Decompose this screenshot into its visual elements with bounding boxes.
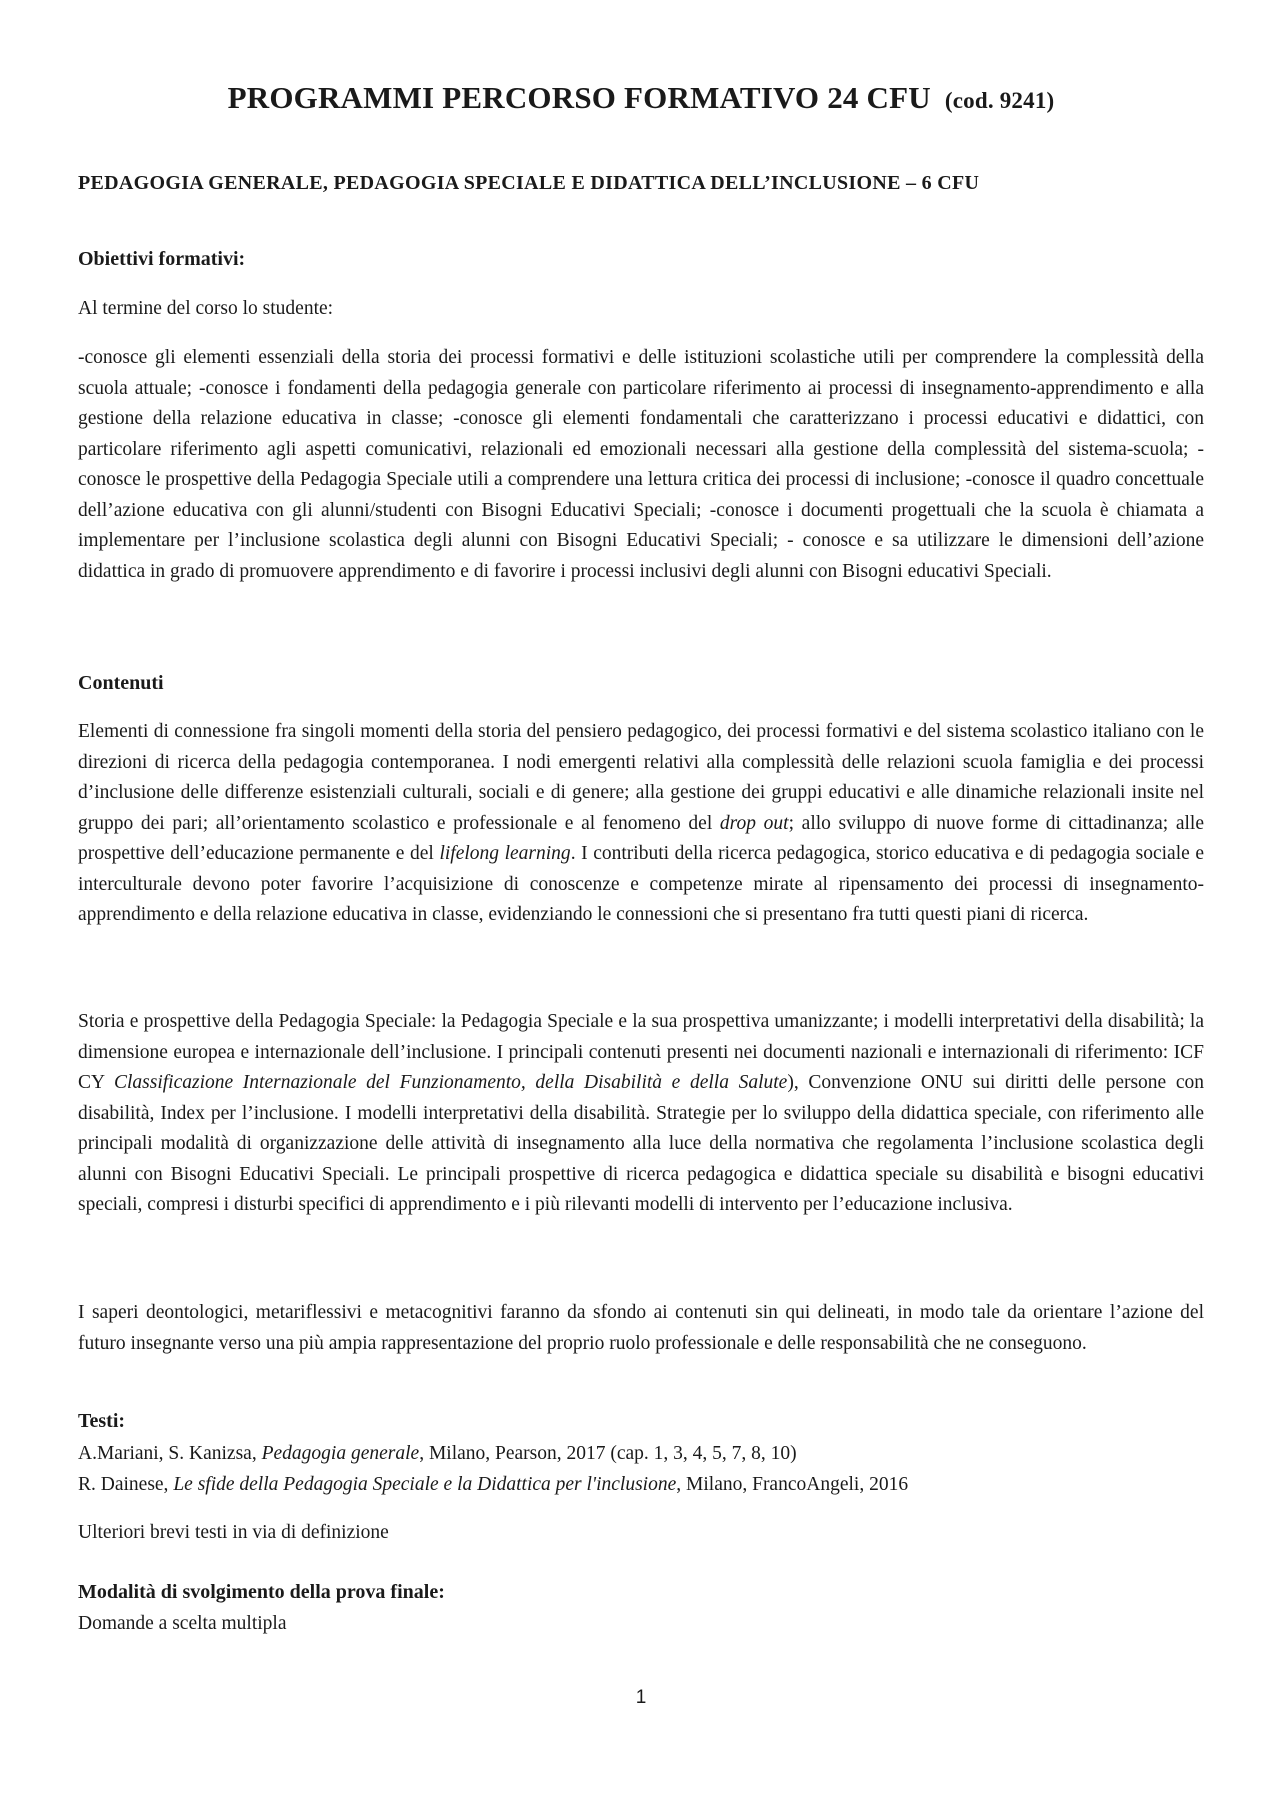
objectives-intro: Al termine del corso lo studente: <box>78 298 334 319</box>
section-title: PEDAGOGIA GENERALE, PEDAGOGIA SPECIALE E DIDATTICA DELL’INCLUSIONE – 6 CFU <box>78 172 980 194</box>
reference-1 <box>78 1443 797 1465</box>
reference-1-authors: A.Mariani, S. Kanizsa, <box>78 1443 262 1464</box>
texts-note: Ulteriori brevi testi in via di definizione <box>78 1522 389 1543</box>
icf-classification-title: Classificazione Internazionale del Funzionamento, della Disabilità e della Salute <box>114 1072 788 1093</box>
contents-p2-part-c: ), Convenzione ONU sui diritti delle persone con disabilità, Index per l’inclusione. I modelli interpretativi della disabilità. Strategie per lo sviluppo della didattica speciale, con riferimento alle principali modalità di organizzazione delle attività di insegnamento alla luce della normativa che regolamenta l’inclusione scolastica degli alunni con Bisogni Educativi Speciali. Le principali prospettive di ricerca pedagogica e didattica speciale su disabilità e bisogni educativi speciali, compresi i disturbi specifici di apprendimento e i più rilevanti modelli di intervento per l’educazione inclusiva. <box>78 1072 1204 1215</box>
contents-p1-part-e: . I contributi della ricerca pedagogica, storico educativa e di pedagogia sociale e interculturale devono poter favorire l’acquisizione di conoscenze e competenze mirate al ripensamento dei processi di insegnamento-apprendimento e della relazione educativa in classe, evidenziando le connessioni che si presentano fra tutti questi piani di ricerca. <box>78 843 1205 925</box>
contents-p1-part-c: ; allo sviluppo di nuove forme di cittadinanza; alle prospettive dell’educazione permanente e del <box>78 812 1204 864</box>
term-drop-out: drop out <box>719 812 789 834</box>
document-title <box>78 80 1204 116</box>
reference-1-title: Pedagogia generale <box>261 1443 420 1464</box>
contents-paragraph-3: I saperi deontologici, metariflessivi e metacognitivi faranno da sfondo ai contenuti sin qui delineati, in modo tale da orientare l’azione del futuro insegnante verso una più ampia rappresentazione del proprio ruolo professionale e delle responsabilità che ne conseguono. <box>78 1302 1204 1354</box>
exam-body: Domande a scelta multipla <box>78 1613 287 1634</box>
title-text: PROGRAMMI PERCORSO FORMATIVO 24 CFU <box>227 80 931 115</box>
contents-p1-part-a: Elementi di connessione fra singoli momenti della storia del pensiero pedagogico, dei processi formativi e del sistema scolastico italiano con le direzioni di ricerca della pedagogia contemporanea. I nodi emergenti relativi alla complessità delle relazioni scuola famiglia e dei processi d’inclusione delle differenze esistenziali culturali, sociali e di genere; alla gestione dei gruppi educativi e alle dinamiche relazionali insite nel gruppo dei pari; all’orientamento scolastico e professionale e al fenomeno del <box>78 721 1204 834</box>
reference-1-details: , Milano, Pearson, 2017 (cap. 1, 3, 4, 5, 7, 8, 10) <box>419 1443 797 1464</box>
contents-paragraph-1 <box>78 717 1204 931</box>
texts-heading: Testi: <box>78 1410 126 1432</box>
objectives-heading: Obiettivi formativi: <box>78 248 246 270</box>
reference-2-details: , Milano, FrancoAngeli, 2016 <box>676 1474 909 1495</box>
reference-2-authors: R. Dainese, <box>78 1474 174 1495</box>
contents-heading: Contenuti <box>78 672 164 694</box>
exam-heading: Modalità di svolgimento della prova finale: <box>78 1581 445 1603</box>
contents-paragraph-2 <box>78 1007 1204 1221</box>
objectives-body: -conosce gli elementi essenziali della storia dei processi formativi e delle istituzioni scolastiche utili per comprendere la complessità della scuola attuale; -conosce i fondamenti della pedagogia generale con particolare riferimento ai processi di insegnamento-apprendimento e alla gestione della relazione educativa in classe; -conosce gli elementi fondamentali che caratterizzano i processi educativi e didattici, con particolare riferimento agli aspetti comunicativi, relazionali ed emozionali necessari alla gestione della complessità del sistema-scuola; -conosce le prospettive della Pedagogia Speciale utili a comprendere una lettura critica dei processi di inclusione; -conosce il quadro concettuale dell’azione educativa con gli alunni/studenti con Bisogni Educativi Speciali; -conosce i documenti progettuali che la scuola è chiamata a implementare per l’inclusione scolastica degli alunni con Bisogni Educativi Speciali; - conosce e sa utilizzare le dimensioni dell’azione didattica in grado di promuovere apprendimento e di favorire i processi inclusivi degli alunni con Bisogni educativi Speciali. <box>78 347 1204 582</box>
course-code: (cod. 9241) <box>944 88 1055 113</box>
reference-2-title: Le sfide della Pedagogia Speciale e la Didattica per l'inclusione <box>173 1474 677 1495</box>
page-number: 1 <box>635 1687 647 1708</box>
reference-2 <box>78 1474 908 1496</box>
contents-p2-part-a: Storia e prospettive della Pedagogia Speciale: la Pedagogia Speciale e la sua prospettiva umanizzante; i modelli interpretativi della disabilità; la dimensione europea e internazionale dell’inclusione. I principali contenuti presenti nei documenti nazionali e internazionali di riferimento: ICF CY <box>78 1011 1204 1093</box>
term-lifelong-learning: lifelong learning <box>439 843 571 864</box>
